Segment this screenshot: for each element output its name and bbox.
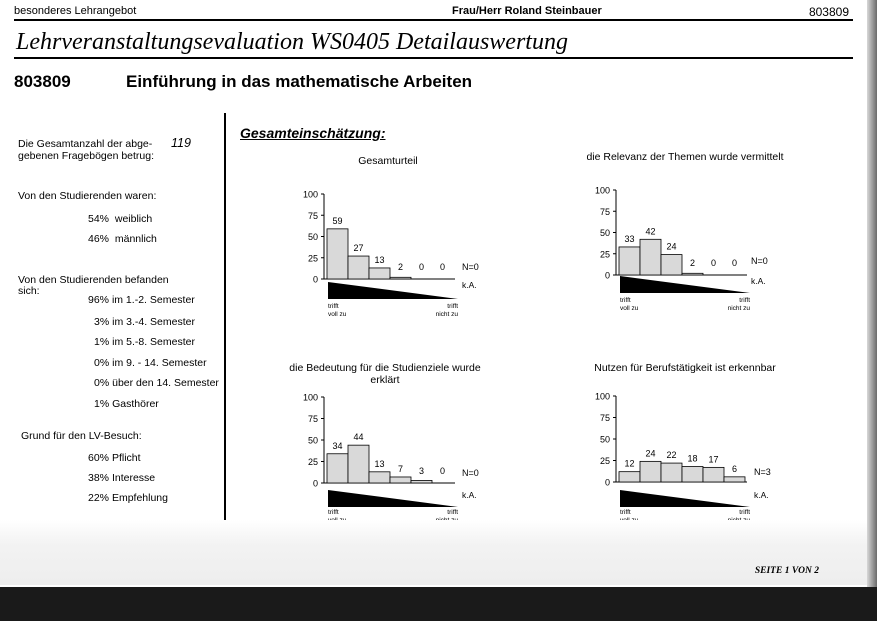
bar-group <box>327 216 445 279</box>
scale-left-line1: trifft <box>620 509 631 516</box>
bar <box>390 477 411 483</box>
document-title: Lehrveranstaltungsevaluation WS0405 Detailauswertung <box>16 29 568 55</box>
bar-value-label: 3 <box>418 466 425 476</box>
bar-value-label: 0 <box>439 466 446 476</box>
bar <box>369 268 390 279</box>
bar-value-label: 22 <box>666 450 677 461</box>
reason-heading: Grund für den LV-Besuch: <box>21 430 142 442</box>
bar <box>640 239 661 275</box>
bar-value-label: 13 <box>374 254 385 265</box>
bar-value-label: 24 <box>645 448 656 459</box>
bar <box>724 477 745 482</box>
semester-heading-line1: Von den Studierenden befanden <box>18 274 169 286</box>
bar-group <box>619 448 745 482</box>
y-tick-label: 75 <box>307 414 318 424</box>
semester-item: 1% im 5.-8. Semester <box>94 336 195 348</box>
bar-value-label: 0 <box>710 258 717 268</box>
scan-shading <box>0 520 877 585</box>
n-label: N=0 <box>462 468 479 478</box>
bar-value-label: 18 <box>687 453 698 464</box>
chart-bedeutung <box>240 350 500 530</box>
reason-item: 38% Interesse <box>88 472 156 484</box>
header-left-text: besonderes Lehrangebot <box>14 5 137 17</box>
bar <box>703 467 724 482</box>
scale-wedge <box>328 490 458 507</box>
bar <box>661 463 682 482</box>
y-tick-label: 100 <box>594 391 610 402</box>
bar <box>369 472 390 483</box>
reason-item: 60% Pflicht <box>88 452 141 464</box>
semester-item: 3% im 3.-4. Semester <box>94 316 195 328</box>
bar <box>348 445 369 483</box>
bar <box>348 256 369 279</box>
bar-value-label: 0 <box>418 262 425 272</box>
y-tick-label: 25 <box>599 456 610 466</box>
y-tick-label: 100 <box>594 185 610 196</box>
bar-value-label: 59 <box>332 215 343 226</box>
y-tick-label: 75 <box>307 210 318 221</box>
bar <box>640 461 661 482</box>
bar-value-label: 12 <box>624 458 635 469</box>
scale-right-line2: nicht zu <box>727 305 750 312</box>
scale-right-line1: trifft <box>447 509 458 516</box>
n-label: N=3 <box>754 467 771 477</box>
y-tick-label: 100 <box>302 189 318 200</box>
scale-left-line1: trifft <box>328 303 339 310</box>
ka-label: k.A. <box>462 280 477 290</box>
bar-value-label: 0 <box>439 262 446 272</box>
chart-title: die Relevanz der Themen wurde vermittelt <box>586 151 784 163</box>
bar <box>327 454 348 483</box>
scale-right-line1: trifft <box>739 297 750 304</box>
bar <box>682 273 703 275</box>
y-tick-label: 0 <box>604 270 610 281</box>
y-tick-label: 25 <box>307 457 318 467</box>
bar-group <box>619 226 737 275</box>
chart-gesamturteil <box>240 145 480 335</box>
ka-label: k.A. <box>754 490 769 500</box>
scale-left-line1: trifft <box>620 297 631 304</box>
scale-left-line2: voll zu <box>620 305 639 312</box>
chart-relevanz <box>535 145 795 335</box>
scale-wedge <box>620 276 750 293</box>
bar-value-label: 24 <box>666 241 677 252</box>
bar <box>682 467 703 482</box>
bar <box>390 277 411 279</box>
y-tick-label: 25 <box>307 253 318 264</box>
y-tick-label: 100 <box>302 392 318 403</box>
bar-value-label: 2 <box>397 262 404 272</box>
bar-value-label: 6 <box>731 463 738 474</box>
chart-title-line2: erklärt <box>370 374 400 386</box>
section-title: Gesamteinschätzung: <box>240 125 386 141</box>
ka-label: k.A. <box>462 490 477 500</box>
scale-right-line2: nicht zu <box>435 311 458 318</box>
bar-value-label: 13 <box>374 458 385 469</box>
chart-nutzen <box>535 350 795 530</box>
reason-item: 22% Empfehlung <box>88 492 168 504</box>
total-label-line2: gebenen Fragebögen betrug: <box>18 150 155 162</box>
semester-heading-line2: sich: <box>18 285 40 297</box>
bar-value-label: 2 <box>689 258 696 268</box>
bar-value-label: 27 <box>353 243 364 254</box>
scan-border-bottom <box>0 587 877 621</box>
bar-value-label: 33 <box>624 233 635 244</box>
bar <box>411 480 432 483</box>
y-tick-label: 25 <box>599 249 610 260</box>
y-tick-label: 0 <box>604 477 610 488</box>
y-tick-label: 0 <box>312 274 318 285</box>
y-tick-label: 75 <box>599 413 610 423</box>
course-id: 803809 <box>14 72 71 91</box>
y-tick-label: 0 <box>312 478 318 489</box>
scale-right-line1: trifft <box>739 509 750 516</box>
bar-group <box>327 432 445 483</box>
semester-item: 0% über den 14. Semester <box>94 377 219 389</box>
y-tick-label: 50 <box>307 232 318 242</box>
course-name: Einführung in das mathematische Arbeiten <box>126 72 473 91</box>
semester-item: 0% im 9. - 14. Semester <box>94 357 207 369</box>
bar-value-label: 34 <box>332 440 343 451</box>
bar <box>619 247 640 275</box>
semester-item: 1% Gasthörer <box>94 398 159 410</box>
gender-item: 46% männlich <box>88 233 157 245</box>
semester-item: 96% im 1.-2. Semester <box>88 294 195 306</box>
n-label: N=0 <box>462 262 479 272</box>
gender-heading: Von den Studierenden waren: <box>18 190 157 202</box>
y-tick-label: 50 <box>599 434 610 445</box>
scale-right-line1: trifft <box>447 303 458 310</box>
bar-value-label: 17 <box>708 454 719 465</box>
bar-value-label: 7 <box>397 463 404 474</box>
scale-left-line1: trifft <box>328 509 339 516</box>
y-tick-label: 75 <box>599 206 610 217</box>
bar <box>619 472 640 482</box>
header-course-number: 803809 <box>808 5 849 19</box>
total-label-line1: Die Gesamtanzahl der abge- <box>18 138 153 150</box>
bar-value-label: 42 <box>645 226 656 237</box>
bar <box>661 255 682 275</box>
bar-value-label: 0 <box>731 258 738 268</box>
title-rule <box>14 57 853 59</box>
ka-label: k.A. <box>751 276 766 286</box>
header-lecturer: Frau/Herr Roland Steinbauer <box>452 5 602 17</box>
chart-title: Nutzen für Berufstätigkeit ist erkennbar <box>594 362 776 374</box>
total-value: 119 <box>171 136 191 150</box>
scan-border-right <box>867 0 877 587</box>
chart-title: Gesamturteil <box>358 155 418 167</box>
n-label: N=0 <box>751 256 768 266</box>
scale-left-line2: voll zu <box>328 311 347 318</box>
page-indicator: SEITE 1 VON 2 <box>754 566 819 576</box>
y-tick-label: 50 <box>599 228 610 238</box>
bar-value-label: 44 <box>353 432 364 443</box>
y-tick-label: 50 <box>307 435 318 446</box>
column-divider <box>224 113 226 527</box>
scale-wedge <box>620 490 750 507</box>
gender-item: 54% weiblich <box>88 213 153 225</box>
scale-wedge <box>328 282 458 299</box>
header-rule <box>14 19 853 21</box>
chart-title-line1: die Bedeutung für die Studienziele wurde <box>289 362 481 374</box>
bar <box>327 229 348 279</box>
